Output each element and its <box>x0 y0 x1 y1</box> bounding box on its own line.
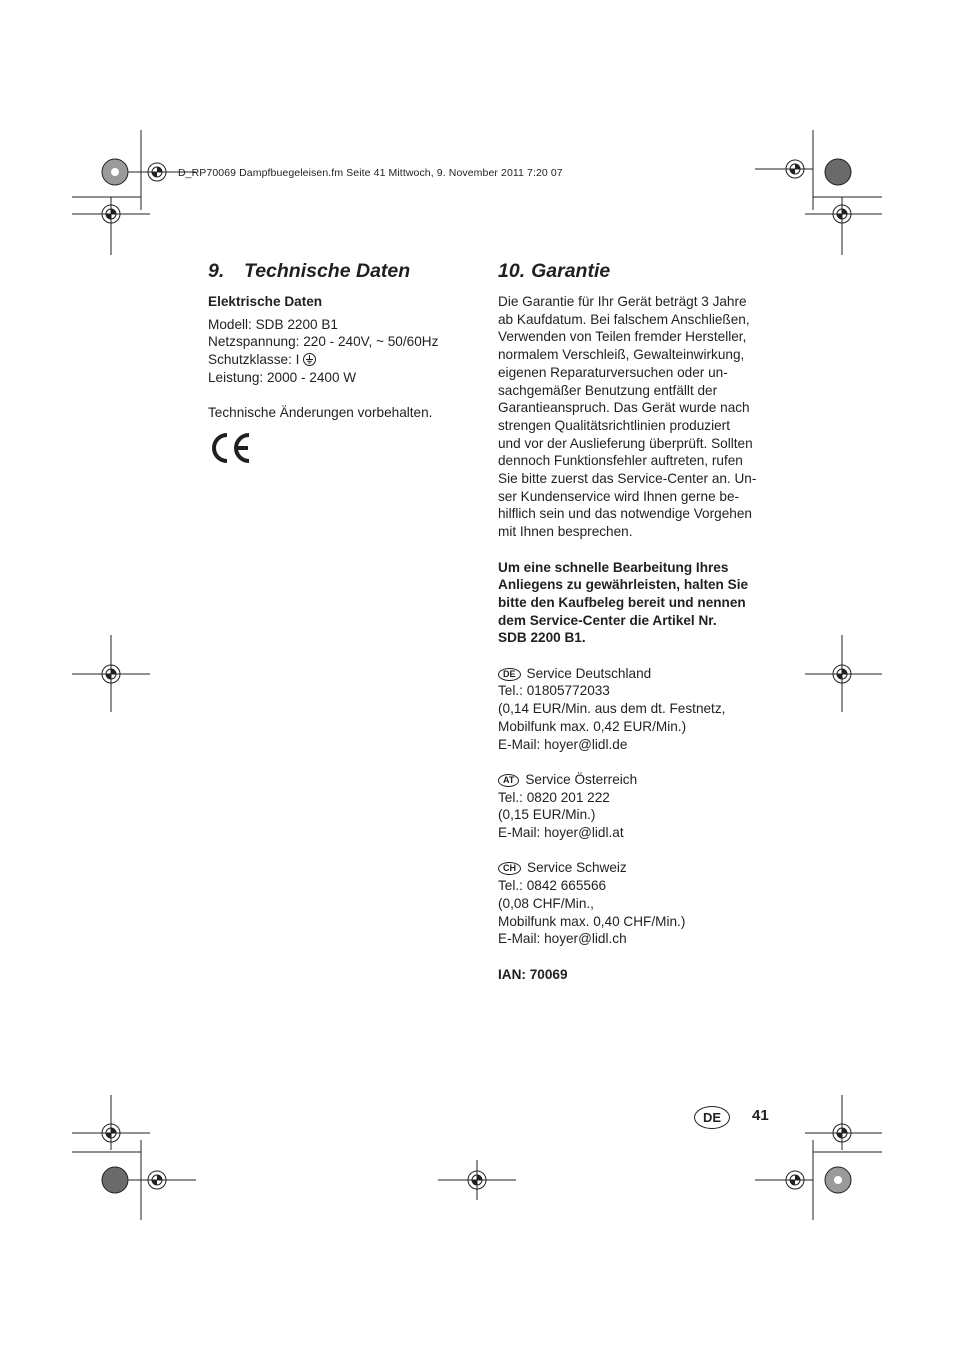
service-name: Service Deutschland <box>526 665 652 681</box>
service-notice <box>498 559 798 648</box>
ce-mark-icon <box>208 432 252 464</box>
service-block-ch <box>498 859 798 948</box>
notice-line: Um eine schnelle Bearbeitung Ihres <box>498 559 729 575</box>
spec-protection-class-text: Schutzklasse: I <box>208 352 300 368</box>
paragraph-line: ab Kaufdatum. Bei falschem Anschließen, <box>498 311 750 327</box>
change-note: Technische Änderungen vorbehalten. <box>208 405 433 421</box>
service-rate: (0,15 EUR/Min.) <box>498 807 596 823</box>
service-rate: (0,08 CHF/Min., <box>498 895 594 911</box>
color-wheel-icon <box>825 1167 851 1193</box>
notice-line: dem Service-Center die Artikel Nr. <box>498 612 717 628</box>
spec-protection-class <box>208 351 508 369</box>
subheading: Elektrische Daten <box>208 294 323 309</box>
paragraph-line: sachgemäßer Benutzung entfällt der <box>498 382 718 398</box>
country-badge: CH <box>498 862 521 875</box>
section-number: 9. <box>208 260 225 282</box>
paragraph-line: Sie bitte zuerst das Service-Center an. Un- <box>498 471 757 487</box>
paragraph-line: Verwenden von Teilen fremder Hersteller, <box>498 329 747 345</box>
paragraph-line: hilflich sein und das notwendige Vorgehen <box>498 506 752 522</box>
spec-voltage: Netzspannung: 220 - 240V, ~ 50/60Hz <box>208 334 439 350</box>
notice-line: Anliegens zu gewährleisten, halten Sie <box>498 577 749 593</box>
paragraph-line: und vor der Auslieferung überprüft. Sollten <box>498 435 753 451</box>
service-name: Service Österreich <box>525 771 638 787</box>
file-slug: D_RP70069 Dampfbuegeleisen.fm Seite 41 Mittwoch, 9. November 2011 7:20 07 <box>178 167 563 179</box>
service-email: E-Mail: hoyer@lidl.de <box>498 736 628 752</box>
country-badge: DE <box>498 668 521 681</box>
color-wheel-icon <box>102 159 128 185</box>
paragraph-line: mit Ihnen besprechen. <box>498 524 633 540</box>
section-heading <box>498 258 798 284</box>
ian-number: IAN: 70069 <box>498 966 568 982</box>
paragraph-line: normalem Verschleiß, Gewalteinwirkung, <box>498 347 745 363</box>
service-rate: Mobilfunk max. 0,42 EUR/Min.) <box>498 718 687 734</box>
section-number: 10. <box>498 260 526 282</box>
paragraph-line: strengen Qualitätsrichtlinien produziert <box>498 417 730 433</box>
paragraph-line: Die Garantie für Ihr Gerät beträgt 3 Jahre <box>498 294 747 309</box>
service-email: E-Mail: hoyer@lidl.at <box>498 825 624 841</box>
protective-earth-icon <box>303 353 316 366</box>
service-email: E-Mail: hoyer@lidl.ch <box>498 931 627 947</box>
section-title: Technische Daten <box>244 260 411 282</box>
service-phone: Tel.: 0842 665566 <box>498 878 607 894</box>
paragraph-line: Garantieanspruch. Das Gerät wurde nach <box>498 400 750 416</box>
service-rate: Mobilfunk max. 0,40 CHF/Min.) <box>498 913 686 929</box>
page-number: 41 <box>752 1107 769 1124</box>
warranty-paragraph <box>498 293 798 541</box>
country-badge: AT <box>498 774 519 787</box>
color-wheel-icon <box>825 159 851 185</box>
section-garantie <box>498 258 798 983</box>
notice-line: bitte den Kaufbeleg bereit und nennen <box>498 594 746 610</box>
spec-model: Modell: SDB 2200 B1 <box>208 316 338 332</box>
spec-power: Leistung: 2000 - 2400 W <box>208 369 357 385</box>
service-phone: Tel.: 0820 201 222 <box>498 789 610 805</box>
section-technische-daten <box>208 258 508 464</box>
paragraph-line: ser Kundenservice wird Ihnen gerne be- <box>498 488 740 504</box>
section-heading <box>208 258 508 284</box>
section-title: Garantie <box>531 260 611 282</box>
service-rate: (0,14 EUR/Min. aus dem dt. Festnetz, <box>498 701 726 717</box>
service-phone: Tel.: 01805772033 <box>498 683 610 699</box>
paragraph-line: eigenen Reparaturversuchen oder un- <box>498 364 728 380</box>
service-name: Service Schweiz <box>527 860 627 876</box>
color-wheel-icon <box>102 1167 128 1193</box>
paragraph-line: dennoch Funktionsfehler auftreten, rufen <box>498 453 743 469</box>
notice-line: SDB 2200 B1. <box>498 630 586 646</box>
service-block-at <box>498 771 798 842</box>
language-badge: DE <box>694 1106 730 1129</box>
service-block-de <box>498 665 798 754</box>
